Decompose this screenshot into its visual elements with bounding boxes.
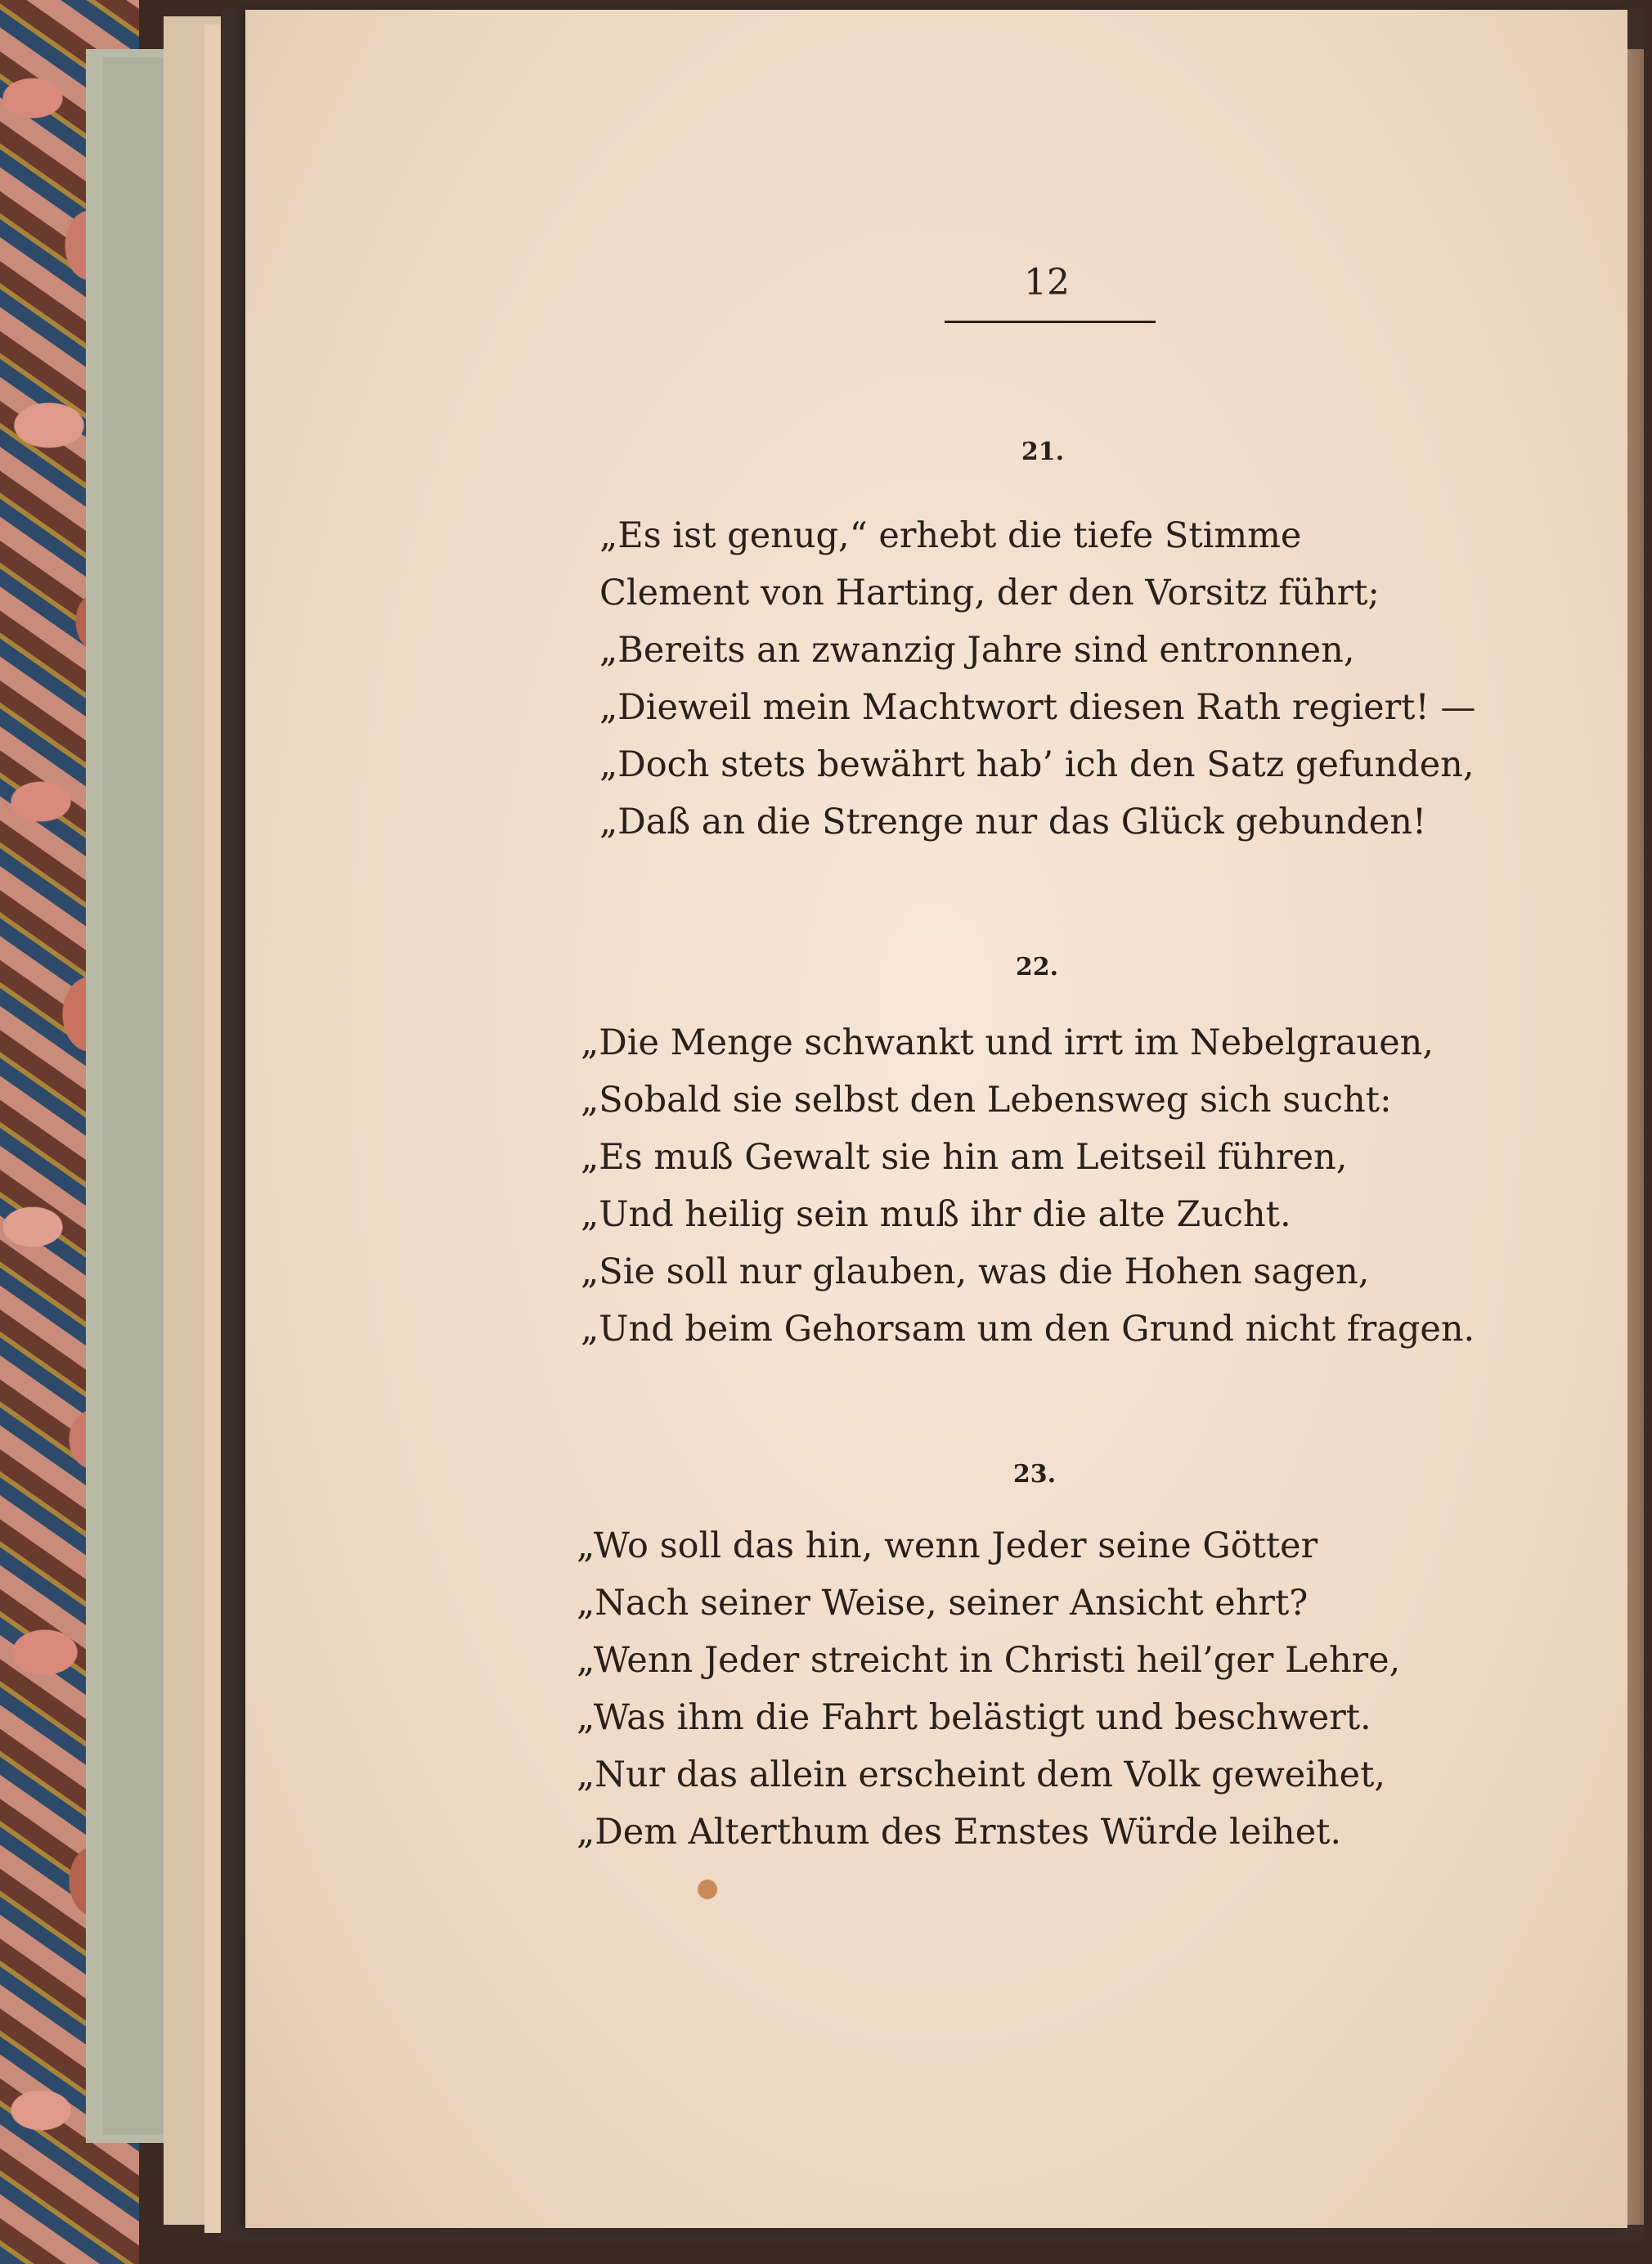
page-number: 12 [1024, 262, 1070, 303]
verse-line: „Die Menge schwankt und irrt im Nebelgrauen, [581, 1022, 1434, 1063]
stanza [581, 1014, 1475, 1358]
stanza [577, 1517, 1400, 1861]
verse-line: „Und beim Gehorsam um den Grund nicht fragen. [581, 1309, 1475, 1350]
verse-line: „Wenn Jeder streicht in Christi heil’ger Lehre, [577, 1640, 1401, 1681]
verse-line: „Und heilig sein muß ihr die alte Zucht. [581, 1194, 1291, 1235]
verse-line: „Sobald sie selbst den Lebensweg sich sucht: [581, 1080, 1392, 1121]
verse-line: „Doch stets bewährt hab’ ich den Satz gefunden, [599, 744, 1475, 785]
verse-line: „Es muß Gewalt sie hin am Leitseil führen, [581, 1137, 1348, 1178]
verse-line: „Was ihm die Fahrt belästigt und beschwert. [577, 1697, 1371, 1738]
verse-line: „Es ist genug,“ erhebt die tiefe Stimme [599, 515, 1302, 556]
verse-line: „Daß an die Strenge nur das Glück gebunden! [599, 802, 1427, 842]
verse-line: „Dieweil mein Machtwort diesen Rath regiert! — [599, 687, 1476, 728]
stanza [599, 507, 1475, 851]
verse-line: „Sie soll nur glauben, was die Hohen sagen, [581, 1251, 1370, 1292]
verse-line: „Nur das allein erscheint dem Volk geweihet, [577, 1754, 1386, 1795]
verse-line: „Wo soll das hin, wenn Jeder seine Götter [577, 1525, 1318, 1566]
verse-line: „Bereits an zwanzig Jahre sind entronnen, [599, 630, 1355, 671]
foxing-stain [698, 1880, 717, 1899]
stanza-number: 21. [1021, 438, 1065, 466]
stanza-number: 23. [1012, 1460, 1057, 1489]
verse-line: Clement von Harting, der den Vorsitz führt; [599, 573, 1380, 613]
header-rule [945, 321, 1156, 323]
verse-line: „Nach seiner Weise, seiner Ansicht ehrt? [577, 1583, 1309, 1624]
verse-line: „Dem Alterthum des Ernstes Würde leihet. [577, 1812, 1342, 1853]
stanza-number: 22. [1015, 953, 1059, 982]
